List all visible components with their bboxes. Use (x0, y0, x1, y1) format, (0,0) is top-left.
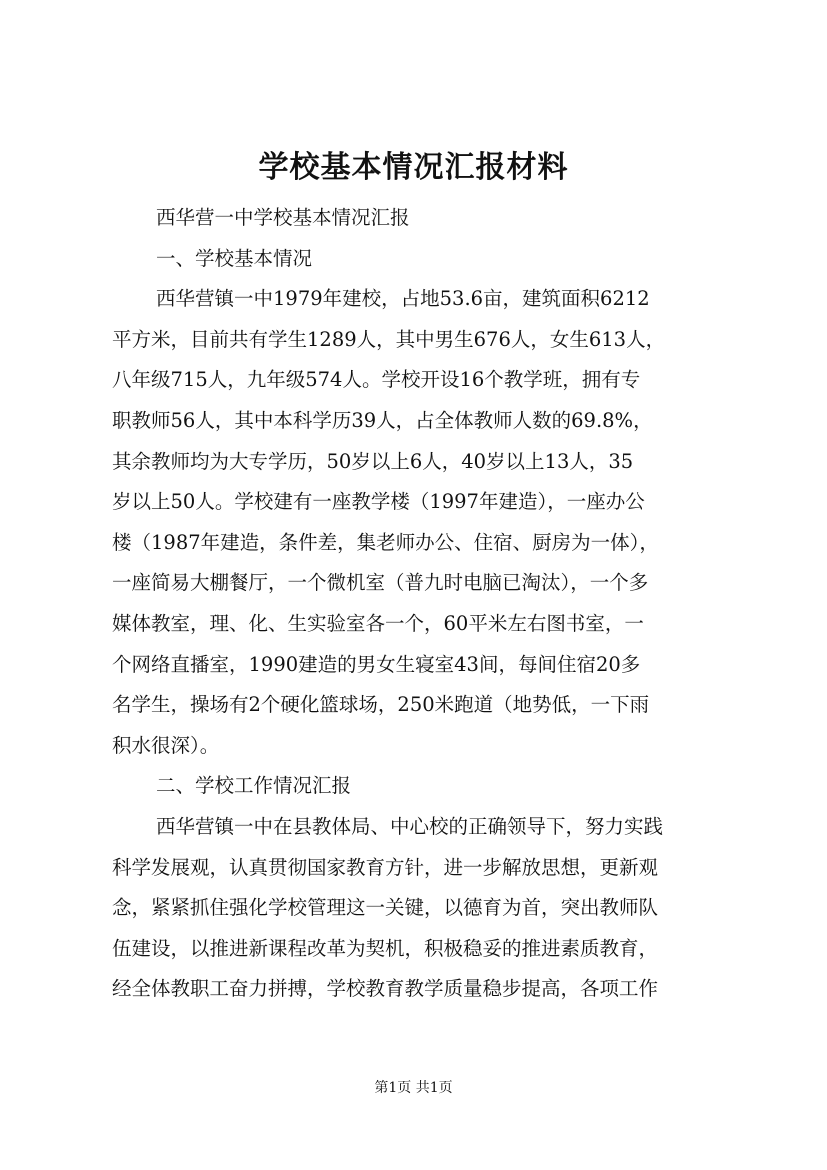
text-line: 楼（1987年建造，条件差，集老师办公、住宿、厨房为一体）， (112, 530, 659, 554)
text-line: 个网络直播室，1990建造的男女生寝室43间，每间住宿20多 (112, 652, 641, 676)
text-line: 积水很深）。 (112, 733, 220, 757)
document-body (112, 198, 732, 1010)
text-line: 西华营镇一中1979年建校，占地53.6亩，建筑面积6212 (156, 287, 650, 311)
text-line: 一、学校基本情况 (156, 246, 313, 270)
text-line: 八年级715人，九年级574人。学校开设16个教学班，拥有专 (112, 368, 641, 392)
text-line: 媒体教室，理、化、生实验室各一个，60平米左右图书室，一 (112, 611, 644, 635)
text-line: 西华营一中学校基本情况汇报 (156, 206, 410, 229)
text-line: 念，紧紧抓住强化学校管理这一关键，以德育为首，突出教师队 (112, 896, 659, 920)
document-title: 学校基本情况汇报材料 (258, 150, 569, 185)
text-line: 岁以上50人。学校建有一座教学楼（1997年建造），一座办公 (112, 490, 645, 514)
text-line: 其余教师均为大专学历，50岁以上6人，40岁以上13人，35 (112, 449, 634, 473)
text-line: 西华营镇一中在县教体局、中心校的正确领导下，努力实践 (156, 814, 664, 838)
text-line: 经全体教职工奋力拼搏，学校教育教学质量稳步提高，各项工作 (112, 977, 659, 1001)
text-line: 职教师56人，其中本科学历39人，占全体教师人数的69.8%， (112, 408, 653, 432)
page-footer: 第1页 共1页 (374, 1080, 453, 1096)
text-line: 科学发展观，认真贯彻国家教育方针，进一步解放思想，更新观 (112, 855, 659, 879)
text-line: 名学生，操场有2个硬化篮球场，250米跑道（地势低，一下雨 (112, 693, 650, 717)
text-line: 平方米，目前共有学生1289人，其中男生676人，女生613人， (112, 327, 666, 351)
text-line: 伍建设，以推进新课程改革为契机，积极稳妥的推进素质教育， (112, 936, 659, 960)
text-line: 一座简易大棚餐厅，一个微机室（普九时电脑已淘汰），一个多 (112, 571, 649, 595)
text-line: 二、学校工作情况汇报 (156, 774, 352, 798)
